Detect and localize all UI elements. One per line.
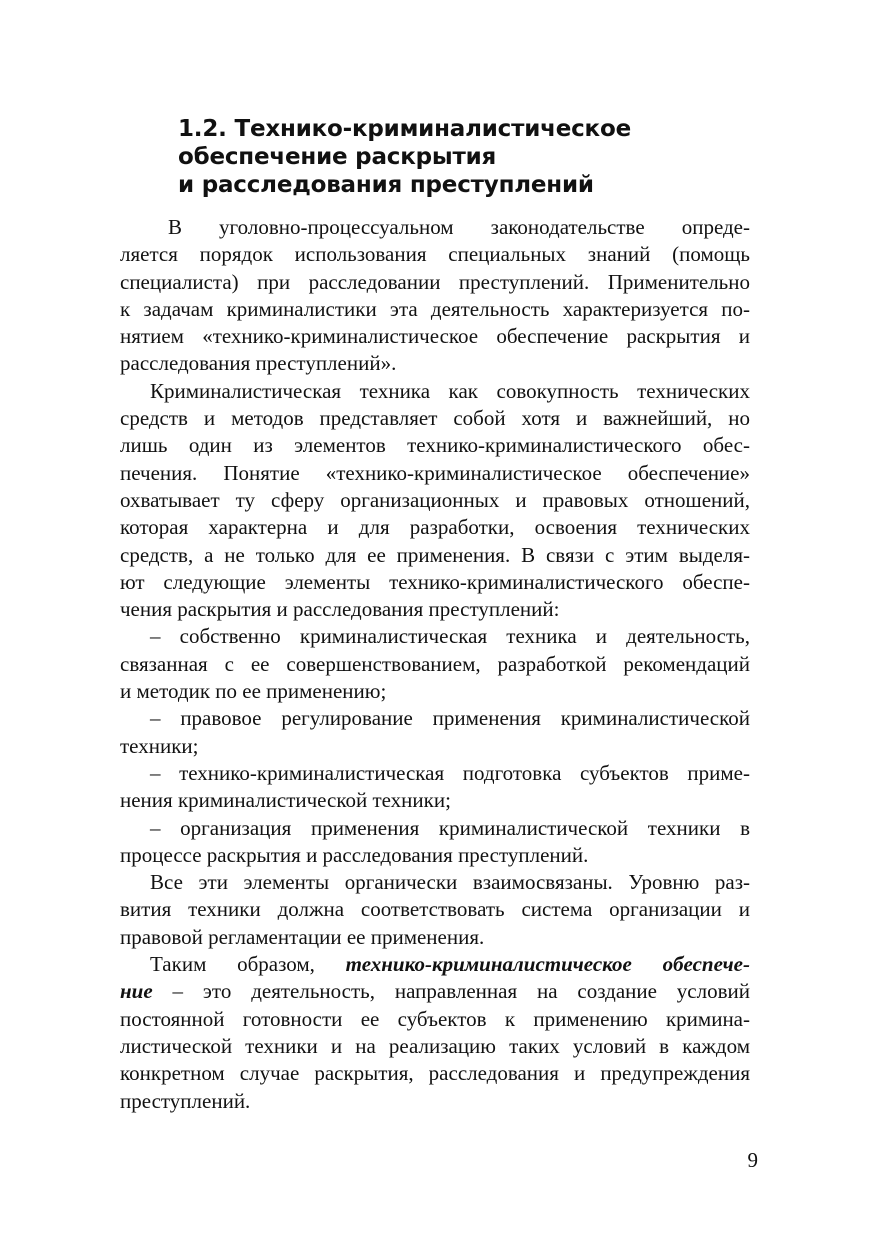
section-heading: [178, 115, 778, 199]
text-line: [120, 978, 750, 1005]
text-line: техники;: [120, 733, 199, 758]
text-line: расследования преступлений».: [120, 351, 397, 376]
text-line: специалиста) при расследовании преступлений. Применительно: [120, 269, 750, 294]
text-line: к задачам криминалистики эта деятельность характеризуется по-: [120, 296, 750, 321]
text-line: и методик по ее применению;: [120, 679, 387, 704]
text-line: – технико-криминалистическая подготовка субъектов приме-: [150, 760, 750, 785]
body-text: [120, 214, 750, 1115]
text-line: ют следующие элементы технико-криминалистического обеспе-: [120, 569, 750, 594]
heading-line: 1.2. Технико-криминалистическое: [178, 116, 631, 142]
text-line: – организация применения криминалистической техники в: [150, 815, 750, 840]
text-line: преступлений.: [120, 1088, 251, 1113]
text-line: – собственно криминалистическая техника и деятельность,: [150, 624, 750, 649]
heading-line: и расследования преступлений: [178, 172, 594, 198]
heading-line: обеспечение раскрытия: [178, 144, 497, 170]
text-line: которая характерна и для разработки, освоения технических: [120, 515, 750, 540]
text-line: вития техники должна соответствовать система организации и: [120, 897, 750, 922]
text-line: связанная с ее совершенствованием, разработкой рекомендаций: [120, 651, 750, 676]
text-line: нения криминалистической техники;: [120, 788, 451, 813]
text-line: средств и методов представляет собой хотя и важнейший, но: [120, 406, 750, 431]
text-line: [120, 951, 750, 978]
text-line: ляется порядок использования специальных знаний (помощь: [120, 242, 750, 267]
page-number: 9: [747, 1148, 758, 1172]
text-line: листической техники и на реализацию таких условий в каждом: [120, 1033, 750, 1058]
text-line: постоянной готовности ее субъектов к применению кримина-: [120, 1006, 750, 1031]
text-line: процессе раскрытия и расследования преступлений.: [120, 842, 589, 867]
text-line: конкретном случае раскрытия, расследования и предупреждения: [120, 1061, 750, 1086]
text-line: печения. Понятие «технико-криминалистическое обеспечение»: [120, 460, 750, 485]
text-line: – правовое регулирование применения криминалистической: [150, 706, 750, 731]
definition-text: – это деятельность, направленная на создание условий: [152, 979, 750, 1004]
text-line: В уголовно-процессуальном законодательстве опреде-: [168, 215, 750, 239]
text-line: чения раскрытия и расследования преступлений:: [120, 597, 560, 622]
body-paragraphs: [120, 214, 750, 951]
text-line: охватывает ту сферу организационных и правовых отношений,: [120, 487, 750, 512]
text-line: Все эти элементы органически взаимосвязаны. Уровню раз-: [150, 870, 750, 895]
text-line: средств, а не только для ее применения. В связи с этим выделя-: [120, 542, 750, 567]
text-line: лишь один из элементов технико-криминалистического обес-: [120, 433, 750, 458]
text-line: Криминалистическая техника как совокупность технических: [150, 378, 750, 403]
definition-prefix: Таким образом,: [150, 952, 346, 977]
definition-paragraph: [120, 951, 750, 1115]
text-line: нятием «технико-криминалистическое обеспечение раскрытия и: [120, 324, 750, 349]
defined-term-end: ние: [120, 979, 153, 1004]
defined-term: технико-криминалистическое обеспече-: [345, 952, 750, 977]
text-line: правовой регламентации ее применения.: [120, 924, 485, 949]
